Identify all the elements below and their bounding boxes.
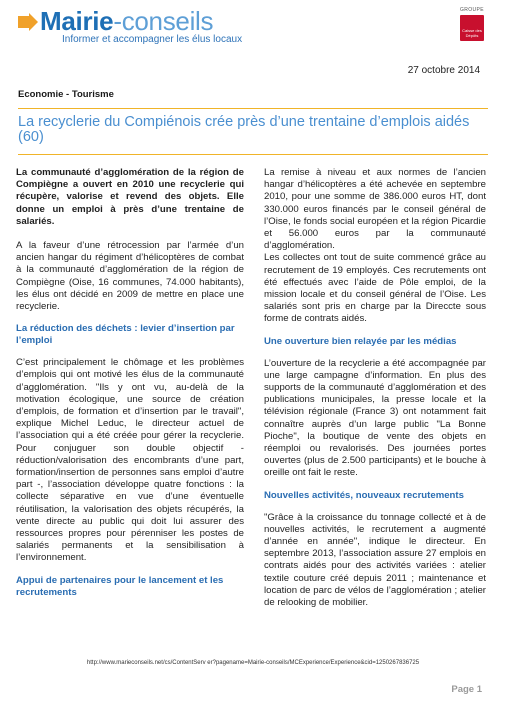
partner-logo	[456, 7, 488, 41]
source-url[interactable]: http://www.marieconseils.net/cs/ContentServ er?pagename=Mairie-conseils/MCExperience/Experience&cid=1250267836725	[86, 660, 420, 666]
brand-logo[interactable]	[40, 8, 213, 34]
section-heading: Une ouverture bien relayée par les médias	[264, 335, 457, 347]
title-divider	[18, 154, 488, 155]
article-paragraph: A la faveur d’une rétrocession par l’armée d’un ancien hangar du régiment d’hélicoptères de combat à la communauté d’agglomération de la région de Compiègne (Oise, 16 communes, 74.000 habitants), les élus ont décidé en 2009 de mettre en place une recyclerie.	[16, 240, 244, 313]
article-paragraph: C’est principalement le chômage et les problèmes d’emplois qui ont motivé les élus de la communauté d’agglomération. "Ils y ont vu, au-delà de la motivation écologique, une source de création d’emplois, de formation et d’insertion par le travail", explique Michel Leduc, le directeur actuel de l’association qui a été créée pour gérer la recyclerie. Pour conjuguer son double objectif - réduction/valorisation des encombrants d’une part, formation/insertion de personnes sans emploi d’autre part -, l’association développe quatre fonctions : la collecte séparative en vue d’une éventuelle réutilisation, la valorisation des objets récupérés, la vente directe au public qui doit lui assurer des ressources propres pour pérenniser les postes de salariés permanents et la sensibilisation à l’environnement.	[16, 357, 244, 564]
page-number: Page 1	[451, 684, 482, 695]
logo-text: Caisse des Dépôts	[462, 28, 482, 38]
brand-name-part2: -conseils	[113, 6, 214, 36]
article-title: La recyclerie du Compiénois crée près d’une trentaine d’emplois aidés (60)	[18, 114, 470, 145]
groupe-label: GROUPE	[459, 7, 485, 13]
caisse-des-depots-logo	[460, 15, 484, 41]
article-category: Economie - Tourisme	[18, 89, 114, 100]
article-paragraph: L’ouverture de la recyclerie a été accompagnée par une large campagne d’information. En plus des supports de la communauté d’agglomération et des publications municipales, la presse locale et la télévision régionale (France 3) ont notamment fait connaître auprès d’un large public "La Bonne Pioche", la boutique de vente des objets en réemploi ou revalorisés. Des journées portes ouvertes (plus de 2.500 participants) et le bouche à oreille ont fait le reste.	[264, 357, 486, 479]
arrow-icon	[18, 13, 38, 31]
article-right-column	[264, 167, 486, 619]
article-paragraph: La remise à niveau et aux normes de l’ancien hangar d’hélicoptères a été achevée en septembre 2010, pour une somme de 386.000 euros HT, dont 330.000 euros financés par le conseil général de l’Oise, le fonds social européen et la région Picardie et 56.000 euros par la communauté d’agglomération. Les collectes ont tout de suite commencé grâce au recrutement de 19 employés. Ces recrutements ont été effectués avec l’aide de Pôle emploi, de la mission locale et du conseil général de l’Oise. Les salariés sont pris en charge par la Direccte sous forme de contrats aidés.	[264, 167, 486, 325]
section-heading: La réduction des déchets : levier d’insertion par l’emploi	[16, 323, 235, 347]
article-paragraph: "Grâce à la croissance du tonnage collecté et à de nouvelles activités, le recrutement a augmenté d’année en année", indique le directeur. En septembre 2013, l’association assure 27 emplois en contrats aidés pour des activités variées : atelier textile couture créé depuis 2011 ; maintenance et location de parc de vélos de l’agglomération ; atelier de relooking de mobilier.	[264, 511, 486, 609]
page-header	[0, 0, 506, 62]
brand-name-part1: Mairie	[40, 6, 114, 36]
article-lead: La communauté d’agglomération de la région de Compiègne a ouvert en 2010 une recyclerie qui récupère, valorise et revend des objets. Elle donne un emploi à près d’une trentaine de salariés.	[16, 167, 244, 227]
publication-date: 27 octobre 2014	[407, 65, 480, 76]
section-heading: Nouvelles activités, nouveaux recrutements	[264, 489, 464, 501]
article-left-column	[16, 167, 244, 609]
category-divider	[18, 108, 488, 109]
section-heading: Appui de partenaires pour le lancement et les recrutements	[16, 574, 224, 598]
brand-tagline: Informer et accompagner les élus locaux	[62, 34, 243, 45]
